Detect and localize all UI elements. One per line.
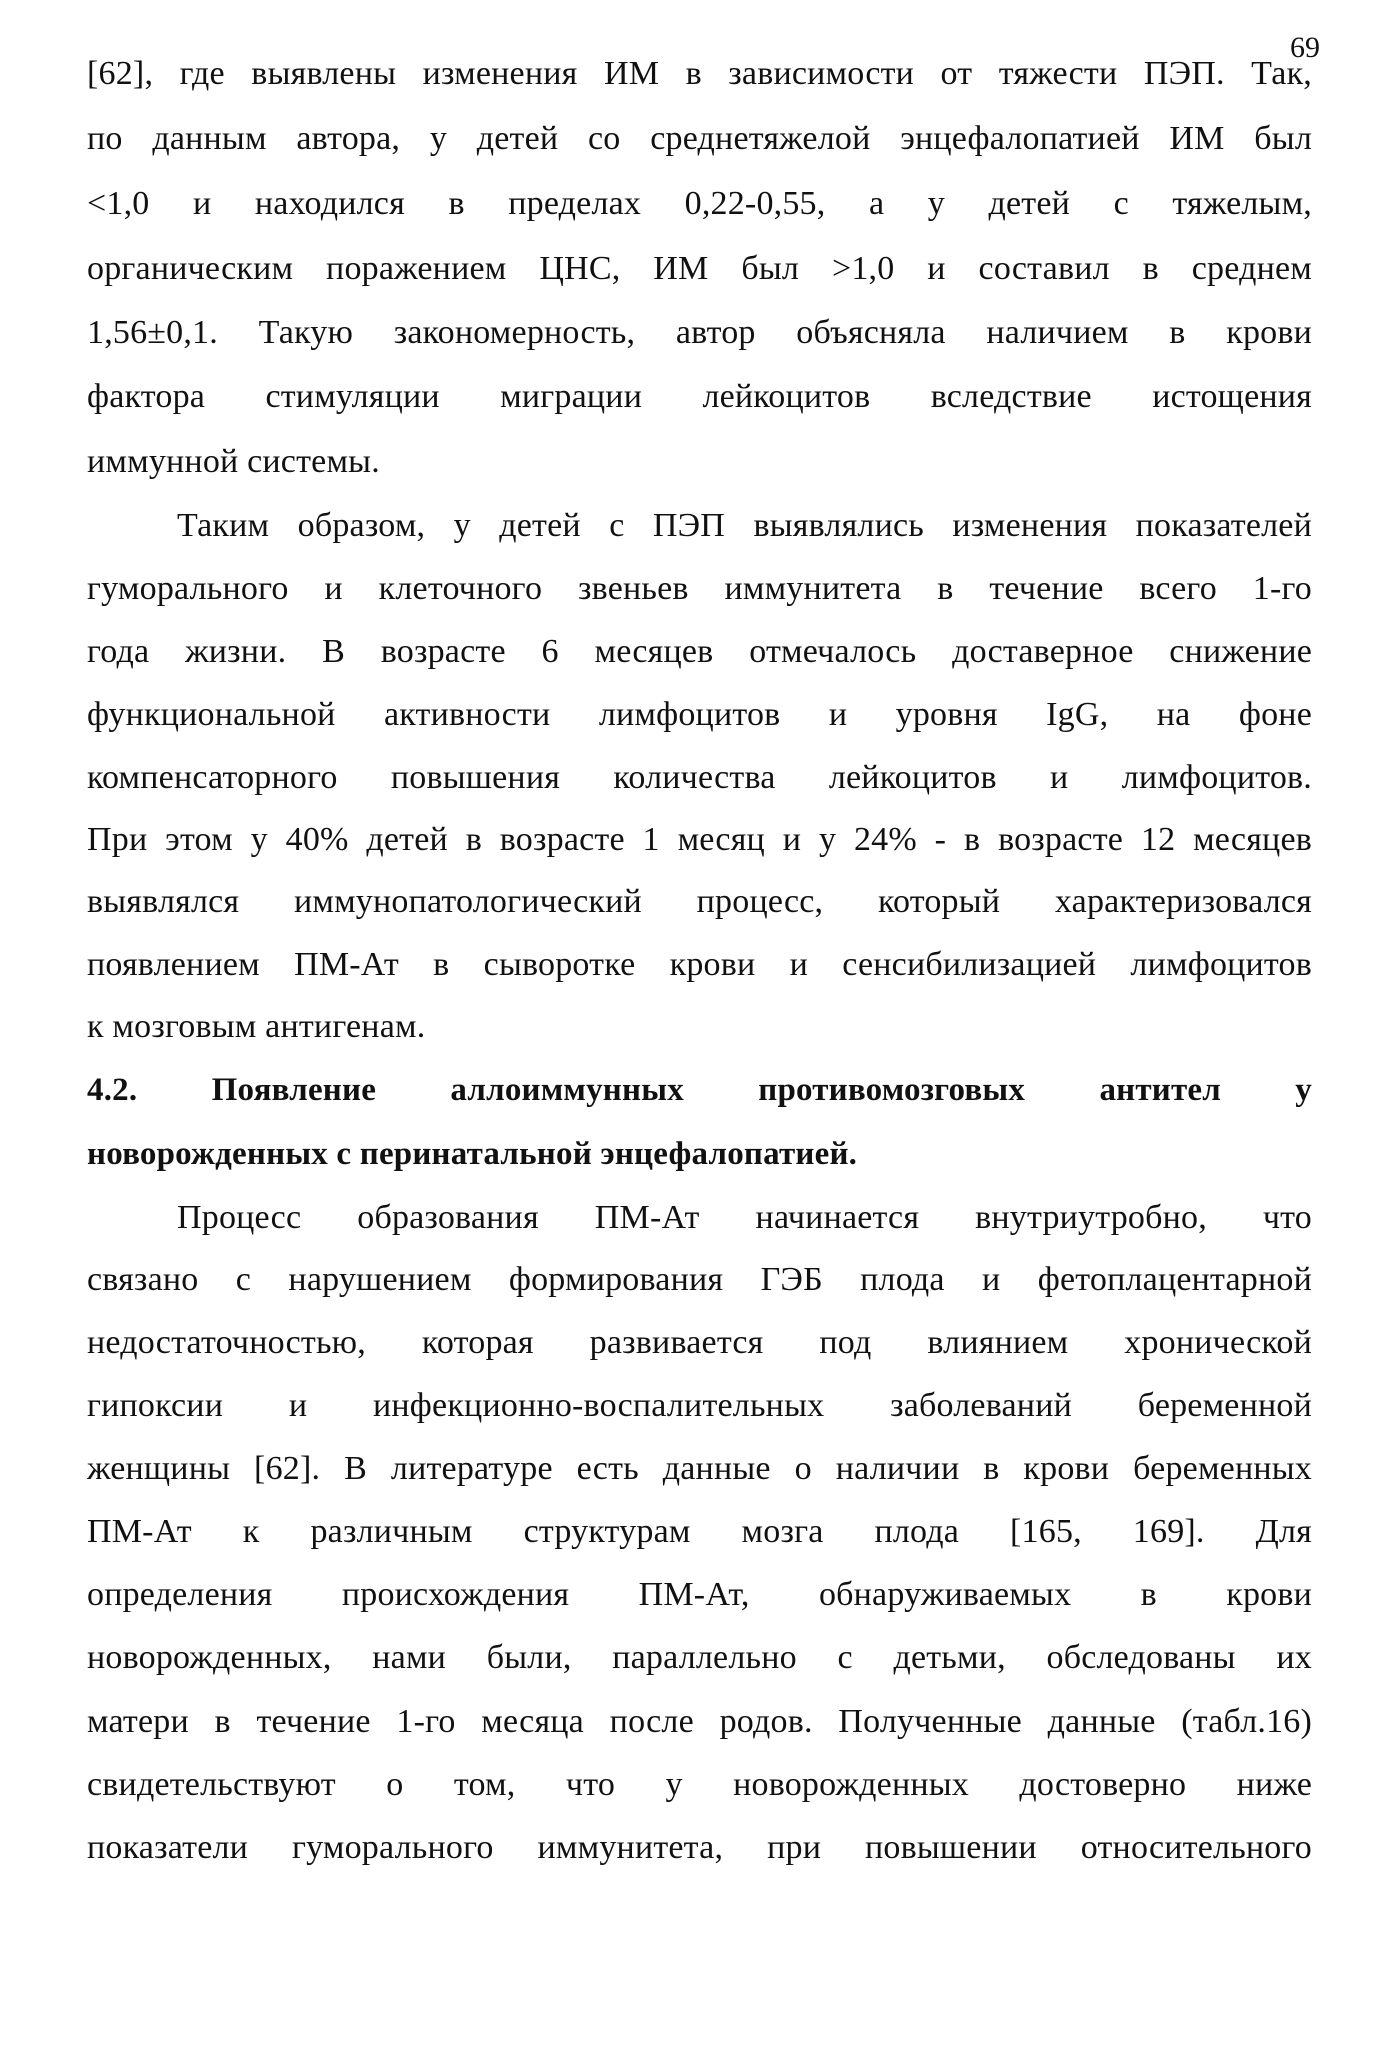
text-line: недостаточностью, которая развивается под влиянием хронической xyxy=(87,1324,1312,1361)
text-line: показатели гуморального иммунитета, при повышении относительного xyxy=(87,1829,1312,1866)
text-line: появлением ПМ-Ат в сыворотке крови и сенсибилизацией лимфоцитов xyxy=(87,946,1312,983)
text-line: к мозговым антигенам. xyxy=(87,1008,426,1045)
text-line: связано с нарушением формирования ГЭБ плода и фетоплацентарной xyxy=(87,1261,1312,1298)
text-line: При этом у 40% детей в возрасте 1 месяц и у 24% - в возрасте 12 месяцев xyxy=(87,821,1312,858)
text-line: женщины [62]. В литературе есть данные о наличии в крови беременных xyxy=(87,1450,1312,1487)
text-line: [62], где выявлены изменения ИМ в зависимости от тяжести ПЭП. Так, xyxy=(87,55,1312,92)
text-line: фактора стимуляции миграции лейкоцитов вследствие истощения xyxy=(87,378,1312,415)
page-number: 69 xyxy=(1290,31,1320,64)
text-line: ПМ-Ат к различным структурам мозга плода [165, 169]. Для xyxy=(87,1513,1312,1550)
text-line: по данным автора, у детей со среднетяжелой энцефалопатией ИМ был xyxy=(87,120,1312,157)
text-line: матери в течение 1-го месяца после родов. Полученные данные (табл.16) xyxy=(87,1703,1312,1740)
text-line: <1,0 и находился в пределах 0,22-0,55, а у детей с тяжелым, xyxy=(87,185,1312,222)
paragraph-first-line: Процесс образования ПМ-Ат начинается внутриутробно, что xyxy=(177,1199,1312,1236)
paragraph-first-line: Таким образом, у детей с ПЭП выявлялись изменения показателей xyxy=(177,507,1312,544)
text-line: выявлялся иммунопатологический процесс, который характеризовался xyxy=(87,883,1312,920)
text-line: функциональной активности лимфоцитов и уровня IgG, на фоне xyxy=(87,696,1312,733)
section-heading: 4.2. Появление аллоиммунных противомозговых антител у xyxy=(87,1072,1312,1108)
section-heading: новорожденных с перинатальной энцефалопатией. xyxy=(87,1136,858,1172)
text-line: определения происхождения ПМ-Ат, обнаруживаемых в крови xyxy=(87,1576,1312,1613)
text-line: свидетельствуют о том, что у новорожденных достоверно ниже xyxy=(87,1766,1312,1803)
text-line: новорожденных, нами были, параллельно с детьми, обследованы их xyxy=(87,1639,1312,1676)
text-line: органическим поражением ЦНС, ИМ был >1,0 и составил в среднем xyxy=(87,250,1312,287)
text-line: иммунной системы. xyxy=(87,443,380,480)
text-line: года жизни. В возрасте 6 месяцев отмечалось доставерное снижение xyxy=(87,633,1312,670)
text-line: гуморального и клеточного звеньев иммунитета в течение всего 1-го xyxy=(87,570,1312,607)
text-line: компенсаторного повышения количества лейкоцитов и лимфоцитов. xyxy=(87,759,1312,796)
text-line: гипоксии и инфекционно-воспалительных заболеваний беременной xyxy=(87,1387,1312,1424)
text-line: 1,56±0,1. Такую закономерность, автор объясняла наличием в крови xyxy=(87,314,1312,351)
